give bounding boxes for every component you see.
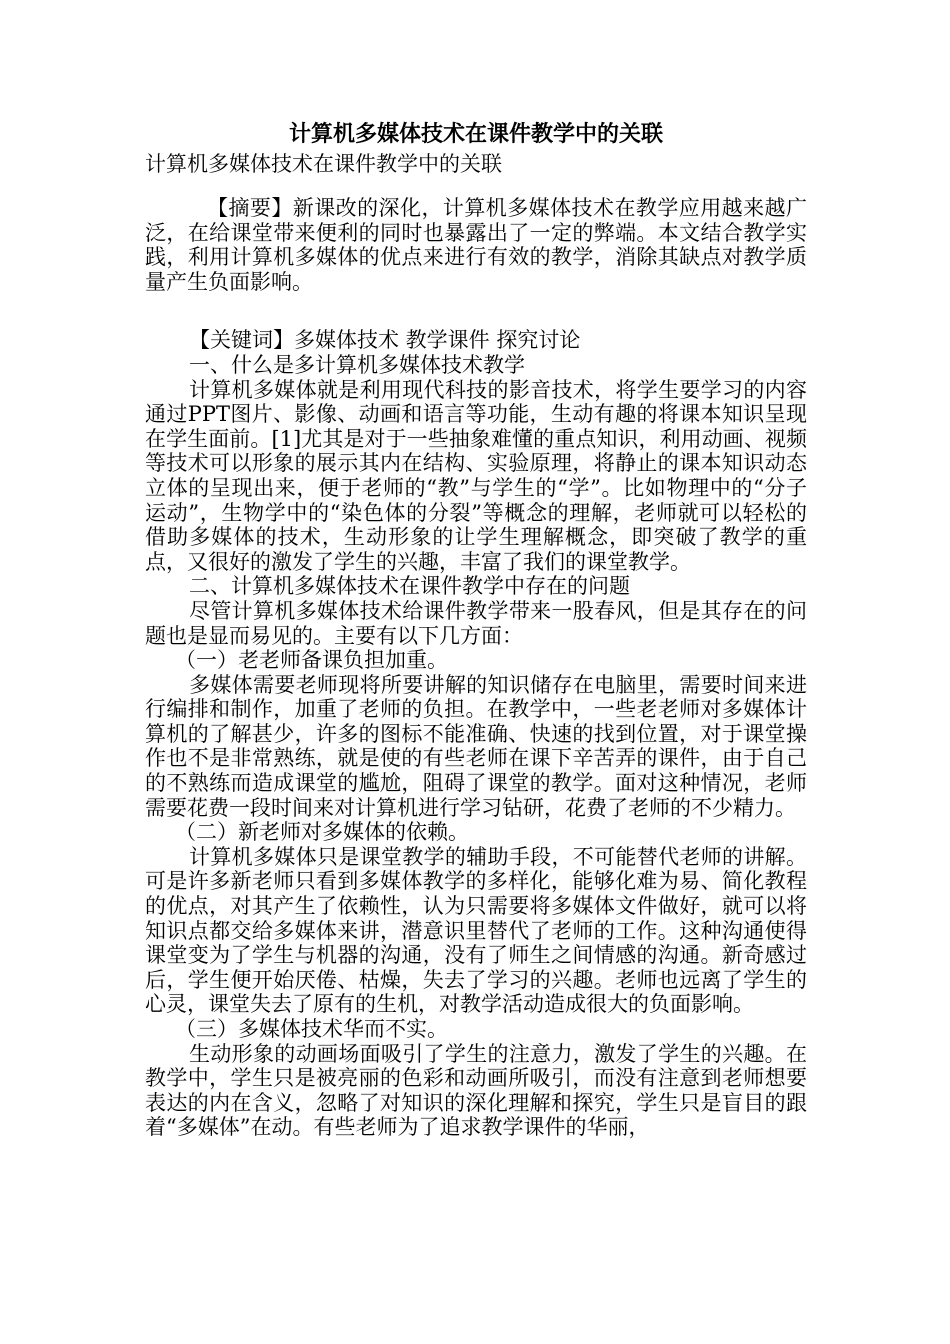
body-paragraph: 尽管计算机多媒体技术给课件教学带来一股春风，但是其存在的问题也是显而易见的。主要有以下几方面： xyxy=(145,598,807,648)
body-paragraph: 计算机多媒体只是课堂教学的辅助手段，不可能替代老师的讲解。可是许多新老师只看到多媒体教学的多样化，能够化难为易、简化教程的优点，对其产生了依赖性，认为只需要将多媒体文件做好，就可以将知识点都交给多媒体来讲，潜意识里替代了老师的工作。这种沟通使得课堂变为了学生与机器的沟通，没有了师生之间情感的沟通。新奇感过后，学生便开始厌倦、枯燥，失去了学习的兴趣。老师也远离了学生的心灵，课堂失去了原有的生机，对教学活动造成很大的负面影响。 xyxy=(145,844,807,1017)
abstract-paragraph: 【摘要】新课改的深化，计算机多媒体技术在教学应用越来越广泛，在给课堂带来便利的同时也暴露出了一定的弊端。本文结合教学实践，利用计算机多媒体的优点来进行有效的教学，消除其缺点对教学质量产生负面影响。 xyxy=(145,196,807,294)
body-paragraph: 生动形象的动画场面吸引了学生的注意力，激发了学生的兴趣。在教学中，学生只是被亮丽的色彩和动画所吸引，而没有注意到老师想要表达的内在含义，忽略了对知识的深化理解和探究，学生只是盲目的跟着“多媒体”在动。有些老师为了追求教学课件的华丽， xyxy=(145,1041,807,1140)
section-heading: 一、什么是多计算机多媒体技术教学 xyxy=(189,352,525,377)
subsection-heading: （一）老老师备课负担加重。 xyxy=(175,648,448,673)
body-paragraph: 多媒体需要老师现将所要讲解的知识储存在电脑里，需要时间来进行编排和制作，加重了老师的负担。在教学中，一些老老师对多媒体计算机的了解甚少，许多的图标不能准确、快速的找到位置，对于课堂操作也不是非常熟练，就是使的有些老师在课下辛苦弄的课件，由于自己的不熟练而造成课堂的尴尬，阻碍了课堂的教学。面对这种情况，老师需要花费一段时间来对计算机进行学习钻研，花费了老师的不少精力。 xyxy=(145,672,807,820)
section-heading: 二、计算机多媒体技术在课件教学中存在的问题 xyxy=(189,574,630,599)
document-subtitle: 计算机多媒体技术在课件教学中的关联 xyxy=(145,152,502,176)
body-paragraph: 计算机多媒体就是利用现代科技的影音技术，将学生要学习的内容通过PPT图片、影像、动画和语言等功能，生动有趣的将课本知识呈现在学生面前。[1]尤其是对于一些抽象难懂的重点知识，利用动画、视频等技术可以形象的展示其内在结构、实验原理，将静止的课本知识动态立体的呈现出来，便于老师的“教”与学生的“学”。比如物理中的“分子运动”，生物学中的“染色体的分裂”等概念的理解，老师就可以轻松的借助多媒体的技术，生动形象的让学生理解概念，即突破了教学的重点，又很好的激发了学生的兴趣，丰富了我们的课堂教学。 xyxy=(145,377,807,574)
document-page xyxy=(145,118,807,1140)
subsection-heading: （二）新老师对多媒体的依赖。 xyxy=(175,820,469,845)
document-title: 计算机多媒体技术在课件教学中的关联 xyxy=(288,121,663,147)
keywords-paragraph: 【关键词】多媒体技术 教学课件 探究讨论 xyxy=(189,328,581,353)
subsection-heading: （三）多媒体技术华而不实。 xyxy=(175,1017,448,1041)
